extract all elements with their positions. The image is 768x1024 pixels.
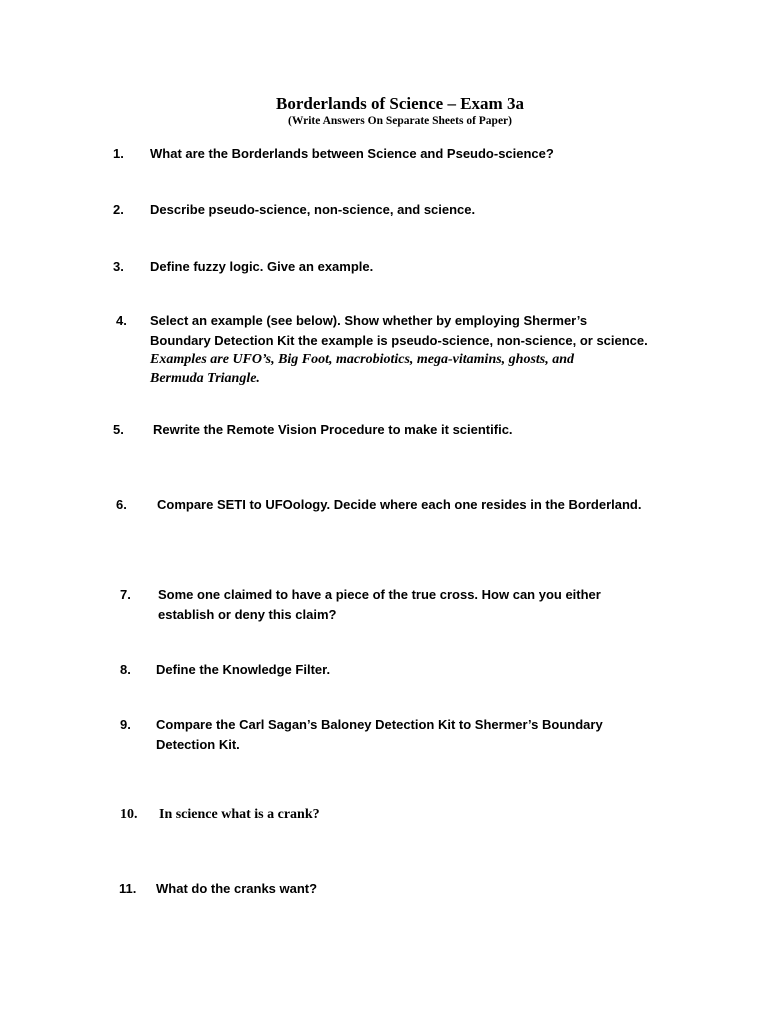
question-number: 11.	[119, 881, 137, 896]
exam-title: Borderlands of Science – Exam 3a	[276, 94, 524, 113]
question-text: What do the cranks want?	[156, 881, 318, 896]
question-number: 6.	[116, 497, 127, 512]
question-number: 10.	[120, 807, 138, 822]
question-text: Compare SETI to UFOology. Decide where each one resides in the Borderland.	[157, 497, 642, 512]
question-number: 3.	[113, 259, 124, 274]
question-number: 4.	[116, 313, 127, 328]
question-text-line-1: Compare the Carl Sagan’s Baloney Detection Kit to Shermer’s Boundary	[156, 717, 603, 732]
exam-subtitle: (Write Answers On Separate Sheets of Paper)	[287, 115, 512, 127]
question-text-line-2: Boundary Detection Kit the example is pseudo-science, non-science, or science.	[150, 333, 648, 348]
question-text: Define the Knowledge Filter.	[156, 662, 331, 677]
question-number: 5.	[113, 422, 124, 437]
question-number: 7.	[120, 587, 131, 602]
question-number: 1.	[113, 146, 124, 161]
question-number: 8.	[120, 662, 131, 677]
examples-line-1: Examples are UFO’s, Big Foot, macrobiotics, mega-vitamins, ghosts, and	[150, 352, 575, 367]
question-text: Rewrite the Remote Vision Procedure to make it scientific.	[153, 422, 513, 437]
question-text: Define fuzzy logic. Give an example.	[150, 259, 374, 274]
question-text: Describe pseudo-science, non-science, and science.	[150, 202, 476, 217]
question-text-line-2: establish or deny this claim?	[158, 607, 337, 622]
question-text: In science what is a crank?	[159, 807, 320, 822]
question-text-line-1: Select an example (see below). Show whether by employing Shermer’s	[150, 313, 588, 328]
question-number: 9.	[120, 717, 131, 732]
question-number: 2.	[113, 202, 124, 217]
question-text-line-1: Some one claimed to have a piece of the true cross. How can you either	[158, 587, 601, 602]
examples-line-2: Bermuda Triangle.	[150, 371, 260, 386]
question-text: What are the Borderlands between Science and Pseudo-science?	[150, 146, 554, 161]
question-text-line-2: Detection Kit.	[156, 737, 240, 752]
